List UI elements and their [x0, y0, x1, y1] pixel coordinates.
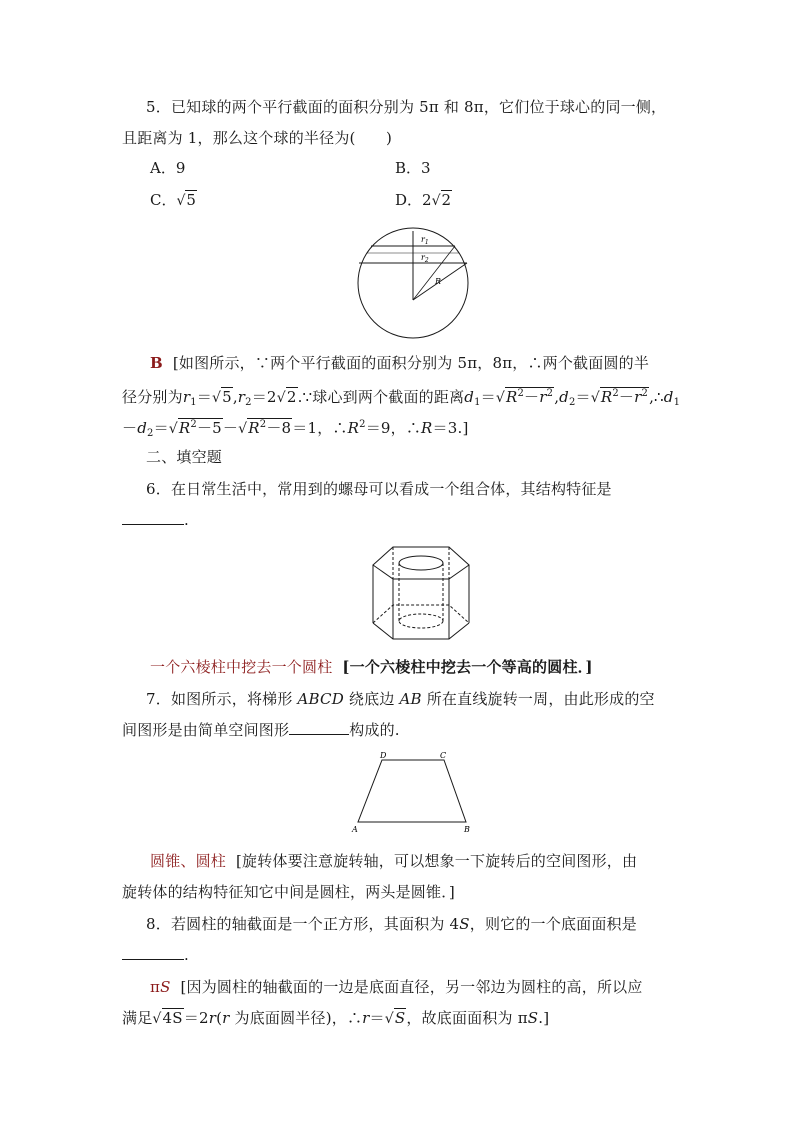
section-title-fill-in: 二、填空题 [146, 448, 223, 466]
q8-answer: πS [150, 978, 171, 996]
q8-solution-line1: πS [因为圆柱的轴截面的一边是底面直径，另一邻边为圆柱的高，所以应 [150, 978, 643, 996]
q5-option-d: D．2√2 [395, 191, 452, 209]
q7-solution-line1: 圆锥、圆柱 [旋转体要注意旋转轴，可以想象一下旋转后的空间图形，由 [150, 852, 638, 870]
label-r2: $r_2$ [421, 253, 429, 264]
cylinder-bottom [399, 614, 443, 628]
q5-solution-line1: B [如图所示，∵两个平行截面的面积分别为 5π，8π，∴两个截面圆的半 [150, 354, 650, 372]
q5-option-b: B．3 [395, 159, 431, 177]
q8-solution-line2: 满足√4S＝2r(r 为底面圆半径)，∴r＝√S，故底面面积为 πS.] [122, 1009, 550, 1027]
q8-line2: . [122, 944, 189, 966]
q5-line1: 5．已知球的两个平行截面的面积分别为 5π 和 8π，它们位于球心的同一侧， [146, 98, 667, 116]
q5-option-c: C．√5 [150, 191, 196, 209]
hex-nut-figure [357, 543, 483, 643]
q6-answer-blank [122, 510, 184, 525]
q5-solution-line2: 径分别为$r_1=√5,r_2=2√2.\because$球心到两个截面的距离$d_1=√R^2-r^2,d_2=√R^2-r^2,\therefore d_1$ [122, 388, 681, 408]
radius-line-1 [413, 246, 455, 300]
trapezoid-abcd [358, 760, 466, 822]
q7-answer: 圆锥、圆柱 [150, 852, 227, 870]
label-D: D [380, 751, 387, 760]
q5-line2: 且距离为 1，那么这个球的半径为( ) [122, 129, 393, 147]
label-R: R [435, 277, 442, 286]
label-C: C [440, 751, 447, 760]
label-r1: $r_1$ [421, 235, 429, 246]
q5-solution-line3: $-d_2=√R^2-5-√R^2-8=1$，$\therefore R^2=9$，∴R＝3.] [122, 419, 469, 439]
q5-option-a: A．9 [150, 159, 186, 177]
q6-line1: 6．在日常生活中，常用到的螺母可以看成一个组合体，其结构特征是 [146, 480, 612, 498]
label-B: B [464, 825, 470, 834]
label-A: A [352, 825, 358, 834]
q6-solution: 一个六棱柱中挖去一个圆柱 [一个六棱柱中挖去一个等高的圆柱．] [150, 658, 593, 676]
q7-solution-line2: 旋转体的结构特征知它中间是圆柱，两头是圆锥．] [122, 883, 455, 901]
cylinder-top [399, 556, 443, 570]
q8-line1: 8．若圆柱的轴截面是一个正方形，其面积为 4S，则它的一个底面面积是 [146, 915, 637, 933]
q7-answer-blank [289, 720, 349, 735]
hex-bottom-front [373, 623, 469, 639]
sphere-section-figure [355, 226, 475, 340]
hex-top [373, 547, 469, 579]
q6-line2: . [122, 509, 189, 531]
q8-answer-blank [122, 945, 184, 960]
q6-answer: 一个六棱柱中挖去一个圆柱 [150, 658, 333, 676]
q7-line2: 间图形是由简单空间图形 构成的. [122, 721, 400, 739]
q7-line1: 7．如图所示，将梯形 ABCD 绕底边 AB 所在直线旋转一周，由此形成的空 [146, 690, 655, 708]
trapezoid-figure [348, 750, 478, 838]
q5-answer-letter: B [150, 354, 163, 372]
